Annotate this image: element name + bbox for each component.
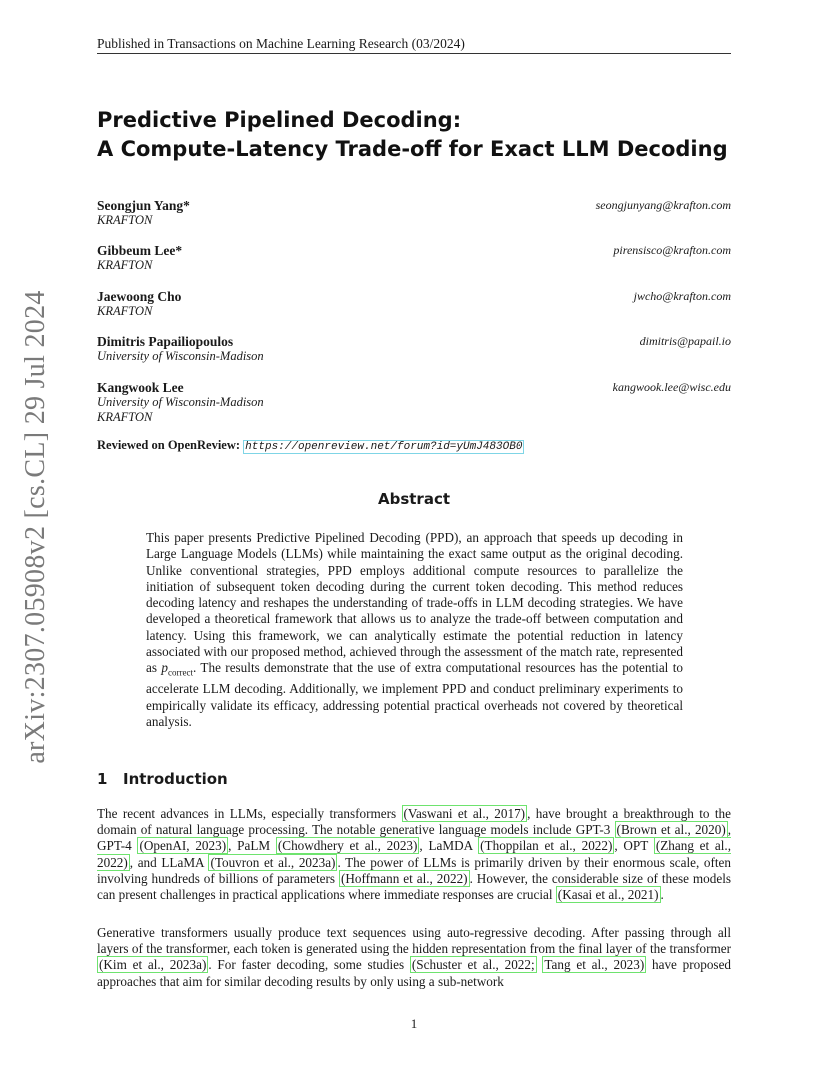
- author-affiliation: University of Wisconsin-Madison: [97, 349, 264, 363]
- intro-paragraph-1: [97, 806, 731, 903]
- text-run: . However, the considerable size of these models can present challenges in practical applications where immediate responses are crucial: [97, 870, 732, 903]
- author-name: Jaewoong Cho: [97, 289, 182, 304]
- text-run: The recent advances in LLMs, especially transformers: [97, 806, 402, 821]
- author-email: pirensisco@krafton.com: [613, 243, 731, 257]
- text-run: . For faster decoding, some studies: [208, 957, 410, 973]
- text-run: .: [660, 887, 664, 903]
- citation-link[interactable]: (Thoppilan et al., 2022): [480, 838, 613, 854]
- abstract-heading: Abstract: [377, 490, 451, 508]
- author-name: Kangwook Lee: [97, 380, 184, 395]
- author-block-3: [97, 289, 731, 319]
- section-number: 1: [97, 770, 108, 788]
- author-block-1: [97, 198, 731, 228]
- text-run: , PaLM: [228, 838, 276, 854]
- text-run: , have brought a breakthrough to the domain of natural language processing. The notable generative language models include GPT-3: [97, 806, 732, 838]
- text-run: , and LLaMA: [129, 854, 209, 870]
- citation-link[interactable]: (Kim et al., 2023a): [99, 957, 207, 973]
- author-affiliation: University of Wisconsin-Madison: [97, 395, 264, 409]
- author-affiliation: KRAFTON: [97, 213, 153, 227]
- section-title: Introduction: [123, 770, 228, 788]
- citation-link[interactable]: Tang et al., 2023): [544, 957, 645, 973]
- author-email: seongjunyang@krafton.com: [595, 198, 731, 212]
- paper-title: [97, 106, 728, 164]
- abstract-math-sub: correct: [167, 668, 193, 679]
- citation-link[interactable]: (Brown et al., 2020): [616, 822, 726, 838]
- citation-link[interactable]: (Schuster et al., 2022;: [411, 957, 535, 973]
- author-name: Dimitris Papailiopoulos: [97, 334, 234, 349]
- citation-link[interactable]: (Kasai et al., 2021): [557, 887, 659, 903]
- author-affiliation: KRAFTON: [97, 304, 153, 318]
- arxiv-id-text: arXiv:2307.05908v2 [cs.CL] 29 Jul 2024: [20, 290, 51, 764]
- page-number: 1: [410, 1016, 418, 1031]
- author-block-2: [97, 243, 731, 273]
- abstract-text-end: . The results demonstrate that the use of extra computational resources has the potential to accelerate LLM decoding. Additionally, we implement PPD and conduct preliminary experiments to empirically validate its efficacy, addressing potential practical overheads not covered by theoretical analysis.: [146, 660, 683, 729]
- text-run: , OPT: [614, 838, 654, 854]
- openreview-link[interactable]: https://openreview.net/forum?id=yUmJ483OB0: [245, 441, 523, 453]
- review-line: [97, 438, 524, 453]
- citation-link[interactable]: (Vaswani et al., 2017): [403, 806, 526, 821]
- citation-link[interactable]: (Hoffmann et al., 2022): [340, 870, 468, 886]
- author-email: dimitris@papail.io: [639, 334, 731, 348]
- text-run: . The power of LLMs is primarily driven by their enormous scale, often involving hundreds of billions of parameters: [97, 854, 731, 886]
- abstract-text: This paper presents Predictive Pipelined Decoding (PPD), an approach that speeds up decoding in Large Language Models (LLMs) while maintaining the exact same output as the original decoding. Unlike conventional strategies, PPD employs additional compute resources to parallelize the initiation of subsequent token decoding during the current token decoding. This method reduces decoding latency and reshapes the understanding of trade-offs in LLM decoding strategies. We have developed a theoretical framework that allows us to analyze the trade-off between computation and latency. Using this framework, we can analytically estimate the potential reduction in latency associated with our proposed method, achieved through the assessment of the match rate, represented as: [146, 530, 683, 676]
- text-run: , LaMDA: [419, 838, 479, 854]
- author-email: jwcho@krafton.com: [633, 289, 731, 303]
- author-name: Seongjun Yang*: [97, 198, 190, 213]
- abstract-body: [146, 530, 683, 730]
- citation-link[interactable]: (Zhang et al., 2022): [97, 838, 732, 870]
- title-line-2: A Compute-Latency Trade-off for Exact LLM Decoding: [97, 137, 728, 161]
- citation-link[interactable]: (Touvron et al., 2023a): [210, 854, 336, 870]
- author-email: kangwook.lee@wisc.edu: [612, 380, 731, 394]
- citation-link[interactable]: (Chowdhery et al., 2023): [277, 838, 418, 854]
- author-name: Gibbeum Lee*: [97, 243, 183, 258]
- author-affiliation: KRAFTON: [97, 258, 153, 272]
- abstract-math-p: p: [161, 660, 168, 676]
- text-run: , GPT-4: [97, 822, 732, 854]
- author-affiliation-2: KRAFTON: [97, 410, 153, 424]
- author-block-4: [97, 334, 731, 364]
- text-run: Generative transformers usually produce text sequences using auto-regressive decoding. After passing through all layers of the transformer, each token is generated using the hidden representation from the final layer of the transformer: [97, 925, 731, 957]
- title-line-1: Predictive Pipelined Decoding:: [97, 108, 462, 132]
- header-rule: [97, 53, 731, 54]
- citation-link[interactable]: (OpenAI, 2023): [139, 838, 227, 854]
- review-label: Reviewed on OpenReview:: [97, 438, 241, 452]
- running-head: Published in Transactions on Machine Learning Research (03/2024): [97, 36, 465, 51]
- section-heading-introduction: [97, 770, 228, 788]
- author-block-5: [97, 380, 731, 425]
- intro-paragraph-2: [97, 925, 731, 990]
- text-run: have proposed approaches that aim for similar decoding results by only using a sub-network: [97, 957, 732, 989]
